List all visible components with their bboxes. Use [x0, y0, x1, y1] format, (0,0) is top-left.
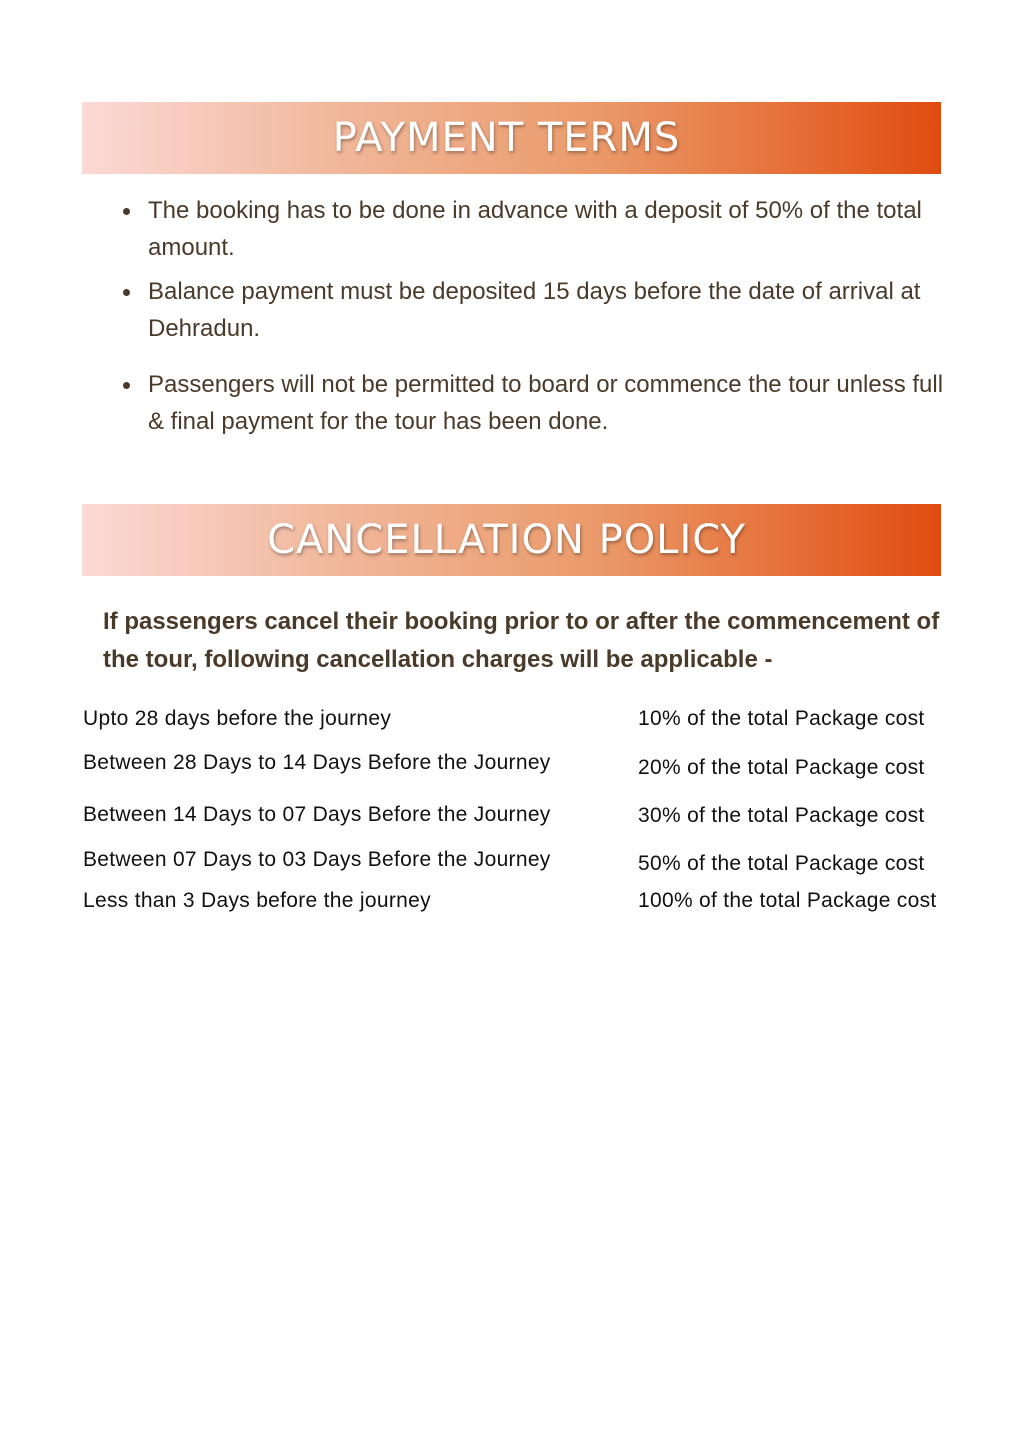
cancellation-charge: 30% of the total Package cost [638, 804, 925, 827]
payment-term-item [120, 273, 950, 347]
cancellation-condition: Less than 3 Days before the journey [83, 889, 431, 912]
payment-terms-banner [82, 102, 941, 174]
cancellation-condition: Between 07 Days to 03 Days Before the Journey [83, 848, 551, 871]
cancellation-row [0, 751, 1024, 781]
payment-terms-title: PAYMENT TERMS [332, 115, 681, 161]
payment-term-item [120, 192, 950, 266]
payment-term-item [120, 366, 950, 440]
cancellation-policy-title: CANCELLATION POLICY [267, 517, 746, 563]
payment-term-text: Passengers will not be permitted to board or commence the tour unless full & final payment for the tour has been done. [148, 371, 944, 435]
cancellation-intro: If passengers cancel their booking prior to or after the commencement of the tour, following cancellation charges will be applicable - [103, 608, 940, 673]
cancellation-condition: Between 28 Days to 14 Days Before the Journey [83, 751, 551, 774]
cancellation-policy-banner [82, 504, 941, 576]
cancellation-row [0, 889, 1024, 919]
bullet-icon [123, 289, 130, 296]
bullet-icon [123, 382, 130, 389]
cancellation-row [0, 707, 1024, 737]
payment-term-text: The booking has to be done in advance with a deposit of 50% of the total amount. [148, 197, 922, 261]
cancellation-row [0, 848, 1024, 878]
payment-terms-list [120, 192, 950, 440]
bullet-icon [123, 208, 130, 215]
cancellation-condition: Between 14 Days to 07 Days Before the Journey [83, 803, 551, 826]
cancellation-condition: Upto 28 days before the journey [83, 707, 392, 730]
cancellation-charge: 20% of the total Package cost [638, 756, 925, 779]
cancellation-charge: 100% of the total Package cost [638, 889, 937, 912]
cancellation-charge: 50% of the total Package cost [638, 852, 925, 875]
cancellation-charge: 10% of the total Package cost [638, 707, 925, 730]
payment-term-text: Balance payment must be deposited 15 days before the date of arrival at Dehradun. [148, 278, 921, 342]
cancellation-row [0, 803, 1024, 833]
